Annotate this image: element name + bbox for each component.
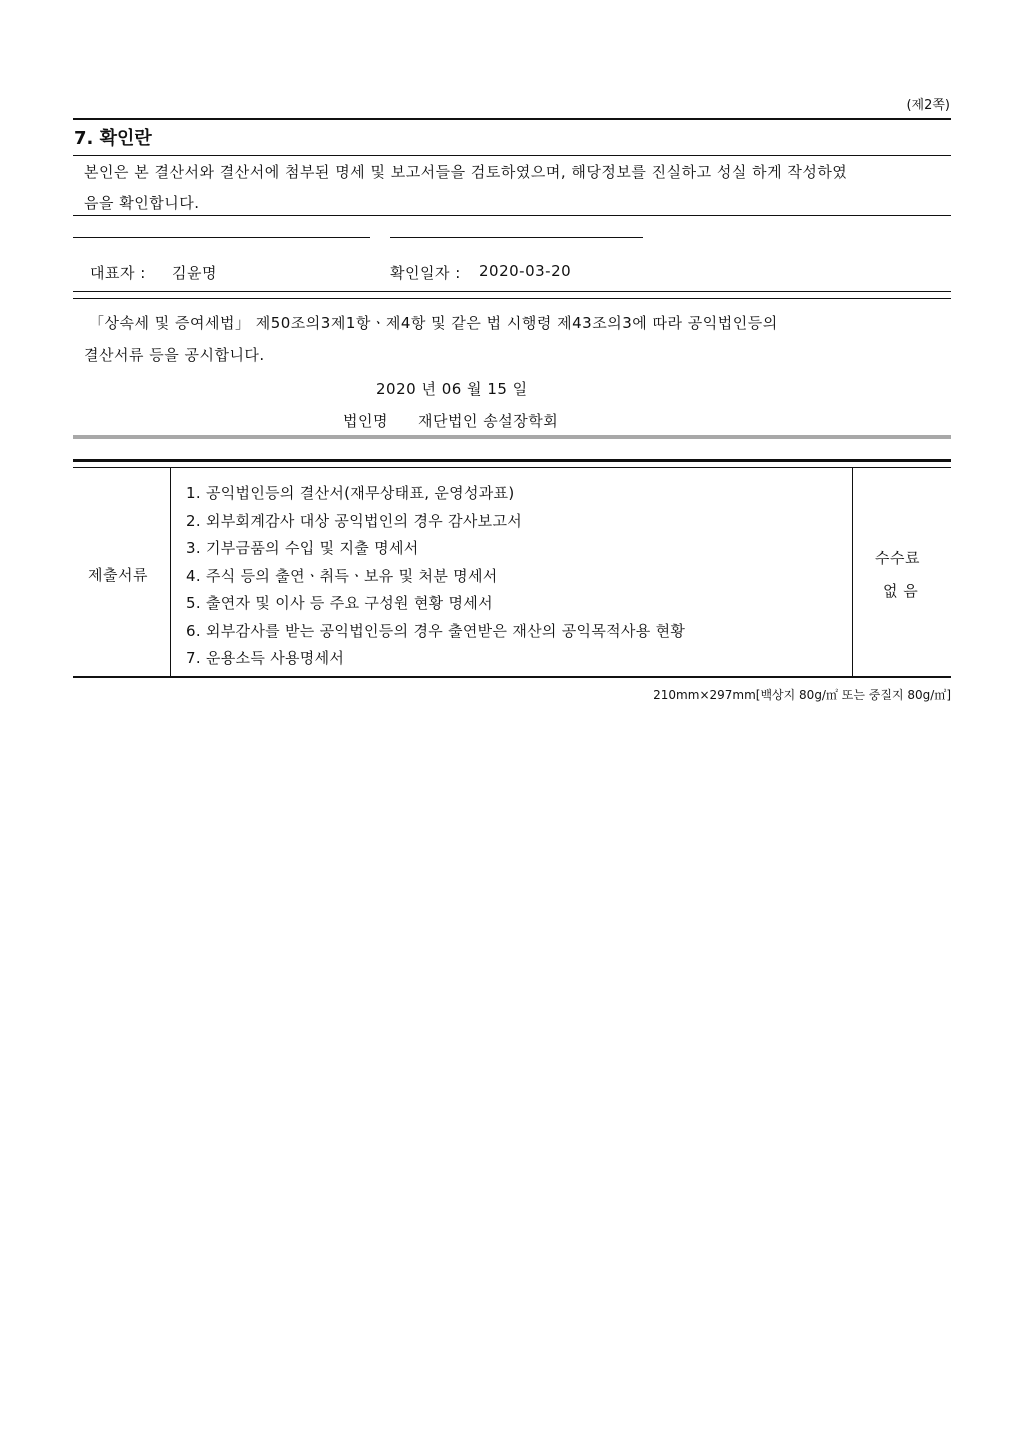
double-rule-top <box>73 291 951 292</box>
paper-spec: 210mm×297mm[백상지 80g/㎡ 또는 중질지 80g/㎡] <box>653 688 951 702</box>
disclosure-line-1: 「상속세 및 증여세법」 제50조의3제1항ㆍ제4항 및 같은 법 시행령 제43조의3에 따라 공익법인등의 <box>89 314 778 332</box>
statement-line-1: 본인은 본 결산서와 결산서에 첨부된 명세 및 보고서들을 검토하였으며, 해당정보를 진실하고 성실 하게 작성하였 <box>84 163 848 181</box>
section-title: 7. 확인란 <box>74 128 152 149</box>
corp-label: 법인명 <box>343 412 388 430</box>
table-column-divider-1 <box>170 468 171 676</box>
table-top-rule <box>73 459 951 462</box>
list-item: 5. 출연자 및 이사 등 주요 구성원 현황 명세서 <box>186 594 493 612</box>
confirm-date-label: 확인일자 : <box>390 264 461 282</box>
fee-label: 수수료 <box>875 549 920 567</box>
list-item: 6. 외부감사를 받는 공익법인등의 경우 출연받은 재산의 공익목적사용 현황 <box>186 621 686 640</box>
document-list <box>186 480 685 673</box>
corp-name: 재단법인 송설장학회 <box>418 412 559 430</box>
list-item: 4. 주식 등의 출연ㆍ취득ㆍ보유 및 처분 명세서 <box>186 566 498 585</box>
signature-line-right <box>390 237 643 238</box>
disclosure-date: 2020 년 06 월 15 일 <box>376 380 528 398</box>
page-number: (제2쪽) <box>906 98 950 113</box>
list-item: 7. 운용소득 사용명세서 <box>186 649 345 667</box>
list-item: 3. 기부금품의 수입 및 지출 명세서 <box>186 539 419 557</box>
statement-rule <box>73 215 951 216</box>
table-column-divider-2 <box>852 468 853 676</box>
confirm-date: 2020-03-20 <box>479 262 572 280</box>
statement-line-2: 음을 확인합니다. <box>84 194 200 212</box>
list-item: 1. 공익법인등의 결산서(재무상태표, 운영성과표) <box>186 484 515 502</box>
section-title-rule <box>73 155 951 156</box>
signature-line-left <box>73 237 370 238</box>
list-item: 2. 외부회계감사 대상 공익법인의 경우 감사보고서 <box>186 511 523 530</box>
representative-name: 김윤명 <box>172 264 217 282</box>
top-rule <box>73 118 951 120</box>
submission-label: 제출서류 <box>88 566 148 584</box>
disclosure-line-2: 결산서류 등을 공시합니다. <box>84 346 265 364</box>
representative-label: 대표자 : <box>90 264 146 282</box>
double-rule-bottom <box>73 298 951 299</box>
gray-rule <box>73 435 951 439</box>
fee-value: 없 음 <box>883 582 919 600</box>
